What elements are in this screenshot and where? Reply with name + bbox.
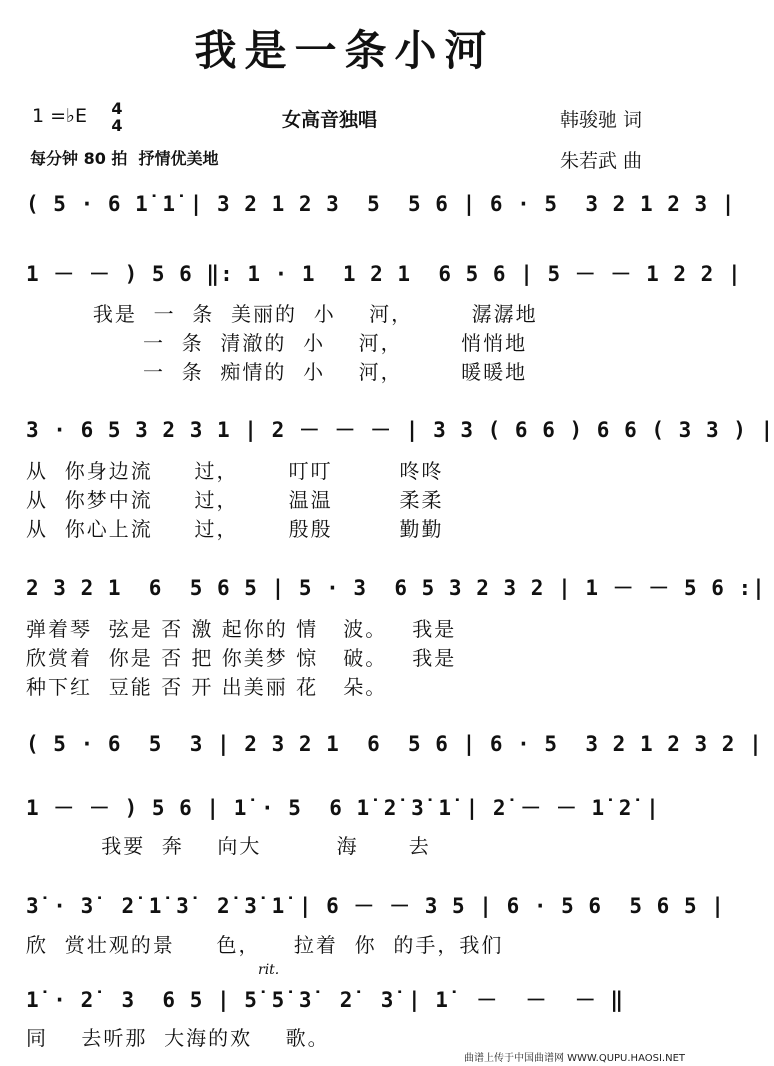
- key-signature: 1 =♭E: [32, 105, 88, 127]
- score-title: 我是一条小河: [194, 26, 495, 75]
- composer-credit: 朱若武 曲: [560, 150, 643, 172]
- footer-watermark: 曲谱上传于中国曲谱网 WWW.QUPU.HAOSI.NET: [463, 1053, 685, 1064]
- lyric-line: 我要 奔 向大 海 去: [26, 834, 431, 858]
- lyricist-credit: 韩骏驰 词: [560, 109, 643, 131]
- lyric-line: 从 你身边流 过， 叮叮 咚咚: [26, 459, 444, 483]
- ritardando-mark: rit.: [258, 962, 280, 978]
- notation-row: ( 5 · 6 5 3 | 2 3 2 1 6 5 6 | 6 · 5 3 2 1 2 3 2 |: [26, 732, 763, 756]
- lyric-line: 种下红 豆能 否 开 出美丽 花 朵。: [26, 675, 388, 699]
- notation-row: 3 · 6 5 3 2 3 1 | 2 － － － | 3 3 ( 6 6 ) 6 6 ( 3 3 ) |: [26, 418, 774, 442]
- notation-row: 3̇ · 3̇ 2̇ 1̇ 3̇ 2̇ 3̇ 1̇ | 6 － － 3 5 | 6 · 5 6 5 6 5 |: [26, 894, 725, 918]
- lyric-line: 同 去听那 大海的欢 歌。: [26, 1026, 330, 1050]
- performance-type: 女高音独唱: [282, 109, 378, 131]
- lyric-line: 从 你梦中流 过， 温温 柔柔: [26, 488, 444, 512]
- notation-row: ( 5 · 6 1̇ 1̇ | 3 2 1 2 3 5 5 6 | 6 · 5 3 2 1 2 3 |: [26, 192, 736, 216]
- tempo-marking: 每分钟 80 拍 抒情优美地: [30, 149, 219, 168]
- lyric-line: 我是 一 条 美丽的 小 河， 潺潺地: [26, 302, 538, 326]
- lyric-line: 欣赏着 你是 否 把 你美梦 惊 破。 我是: [26, 646, 457, 670]
- lyric-line: 一 条 痴情的 小 河， 暖暖地: [26, 360, 528, 384]
- lyric-line: 弹着琴 弦是 否 激 起你的 情 波。 我是: [26, 617, 457, 641]
- lyric-line: 一 条 清澈的 小 河， 悄悄地: [26, 331, 528, 355]
- notation-row: 1̇ · 2̇ 3 6 5 | 5̇ 5̇ 3̇ 2̇ 3̇ | 1̇ － － － ‖: [26, 988, 625, 1012]
- time-signature: 4 4: [111, 99, 123, 135]
- lyric-line: 从 你心上流 过， 殷殷 勤勤: [26, 517, 444, 541]
- lyric-line: 欣 赏壮观的景 色， 拉着 你 的手，我们: [26, 933, 504, 957]
- notation-row: 1 － － ) 5 6 | 1̇ · 5 6 1̇ 2̇ 3̇ 1̇ | 2̇ － － 1̇ 2̇ |: [26, 796, 660, 820]
- notation-row: 2 3 2 1 6 5 6 5 | 5 · 3 6 5 3 2 3 2 | 1 － － 5 6 :|: [26, 576, 766, 600]
- notation-row: 1 － － ) 5 6 ‖: 1 · 1 1 2 1 6 5 6 | 5 － － 1 2 2 |: [26, 262, 742, 286]
